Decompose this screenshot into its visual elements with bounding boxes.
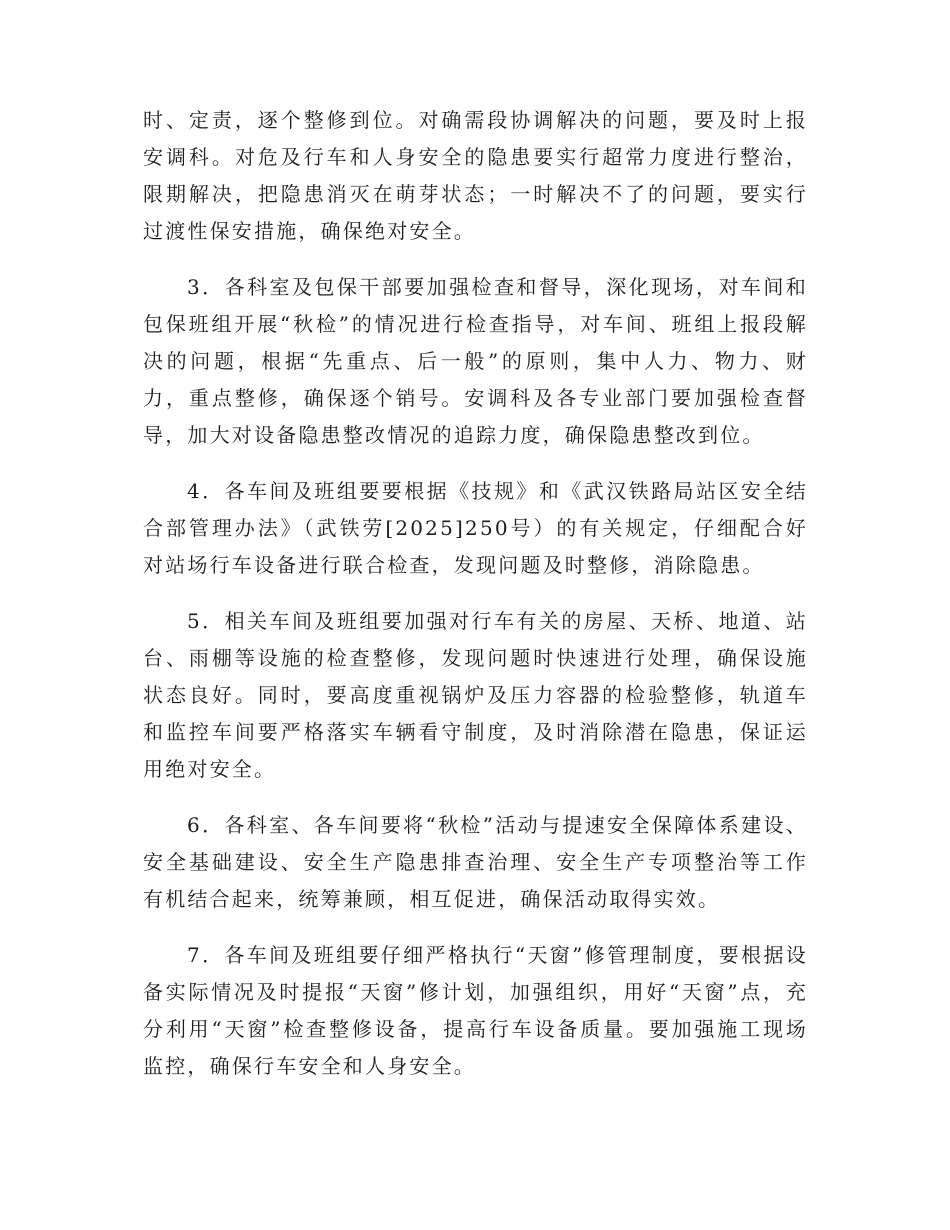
paragraph-continuation: 时、定责，逐个整修到位。对确需段协调解决的问题，要及时上报安调科。对危及行车和人身安全的隐患要实行超常力度进行整治，限期解决，把隐患消灭在萌芽状态；一时解决不了的问题，要实行过渡性保安措施，确保绝对安全。 (143, 108, 808, 243)
document-body (143, 102, 808, 1104)
paragraph-item-5: 5．相关车间及班组要加强对行车有关的房屋、天桥、地道、站台、雨棚等设施的检查整修，发现问题时快速进行处理，确保设施状态良好。同时，要高度重视锅炉及压力容器的检验整修，轨道车和监控车间要严格落实车辆看守制度，及时消除潜在隐患，保证运用绝对安全。 (143, 609, 808, 781)
paragraph-item-7: 7．各车间及班组要仔细严格执行“天窗”修管理制度，要根据设备实际情况及时提报“天窗”修计划，加强组织，用好“天窗”点，充分利用“天窗”检查整修设备，提高行车设备质量。要加强施工现场监控，确保行车安全和人身安全。 (143, 943, 808, 1078)
paragraph-item-3: 3．各科室及包保干部要加强检查和督导，深化现场，对车间和包保班组开展“秋检”的情况进行检查指导，对车间、班组上报段解决的问题，根据“先重点、后一般”的原则，集中人力、物力、财力，重点整修，确保逐个销号。安调科及各专业部门要加强检查督导，加大对设备隐患整改情况的追踪力度，确保隐患整改到位。 (143, 275, 808, 447)
paragraph-item-4: 4．各车间及班组要要根据《技规》和《武汉铁路局站区安全结合部管理办法》（武铁劳[2025]250号）的有关规定，仔细配合好对站场行车设备进行联合检查，发现问题及时整修，消除隐患。 (143, 479, 808, 577)
paragraph-item-6: 6．各科室、各车间要将“秋检”活动与提速安全保障体系建设、安全基础建设、安全生产隐患排查治理、安全生产专项整治等工作有机结合起来，统筹兼顾，相互促进，确保活动取得实效。 (143, 813, 808, 911)
